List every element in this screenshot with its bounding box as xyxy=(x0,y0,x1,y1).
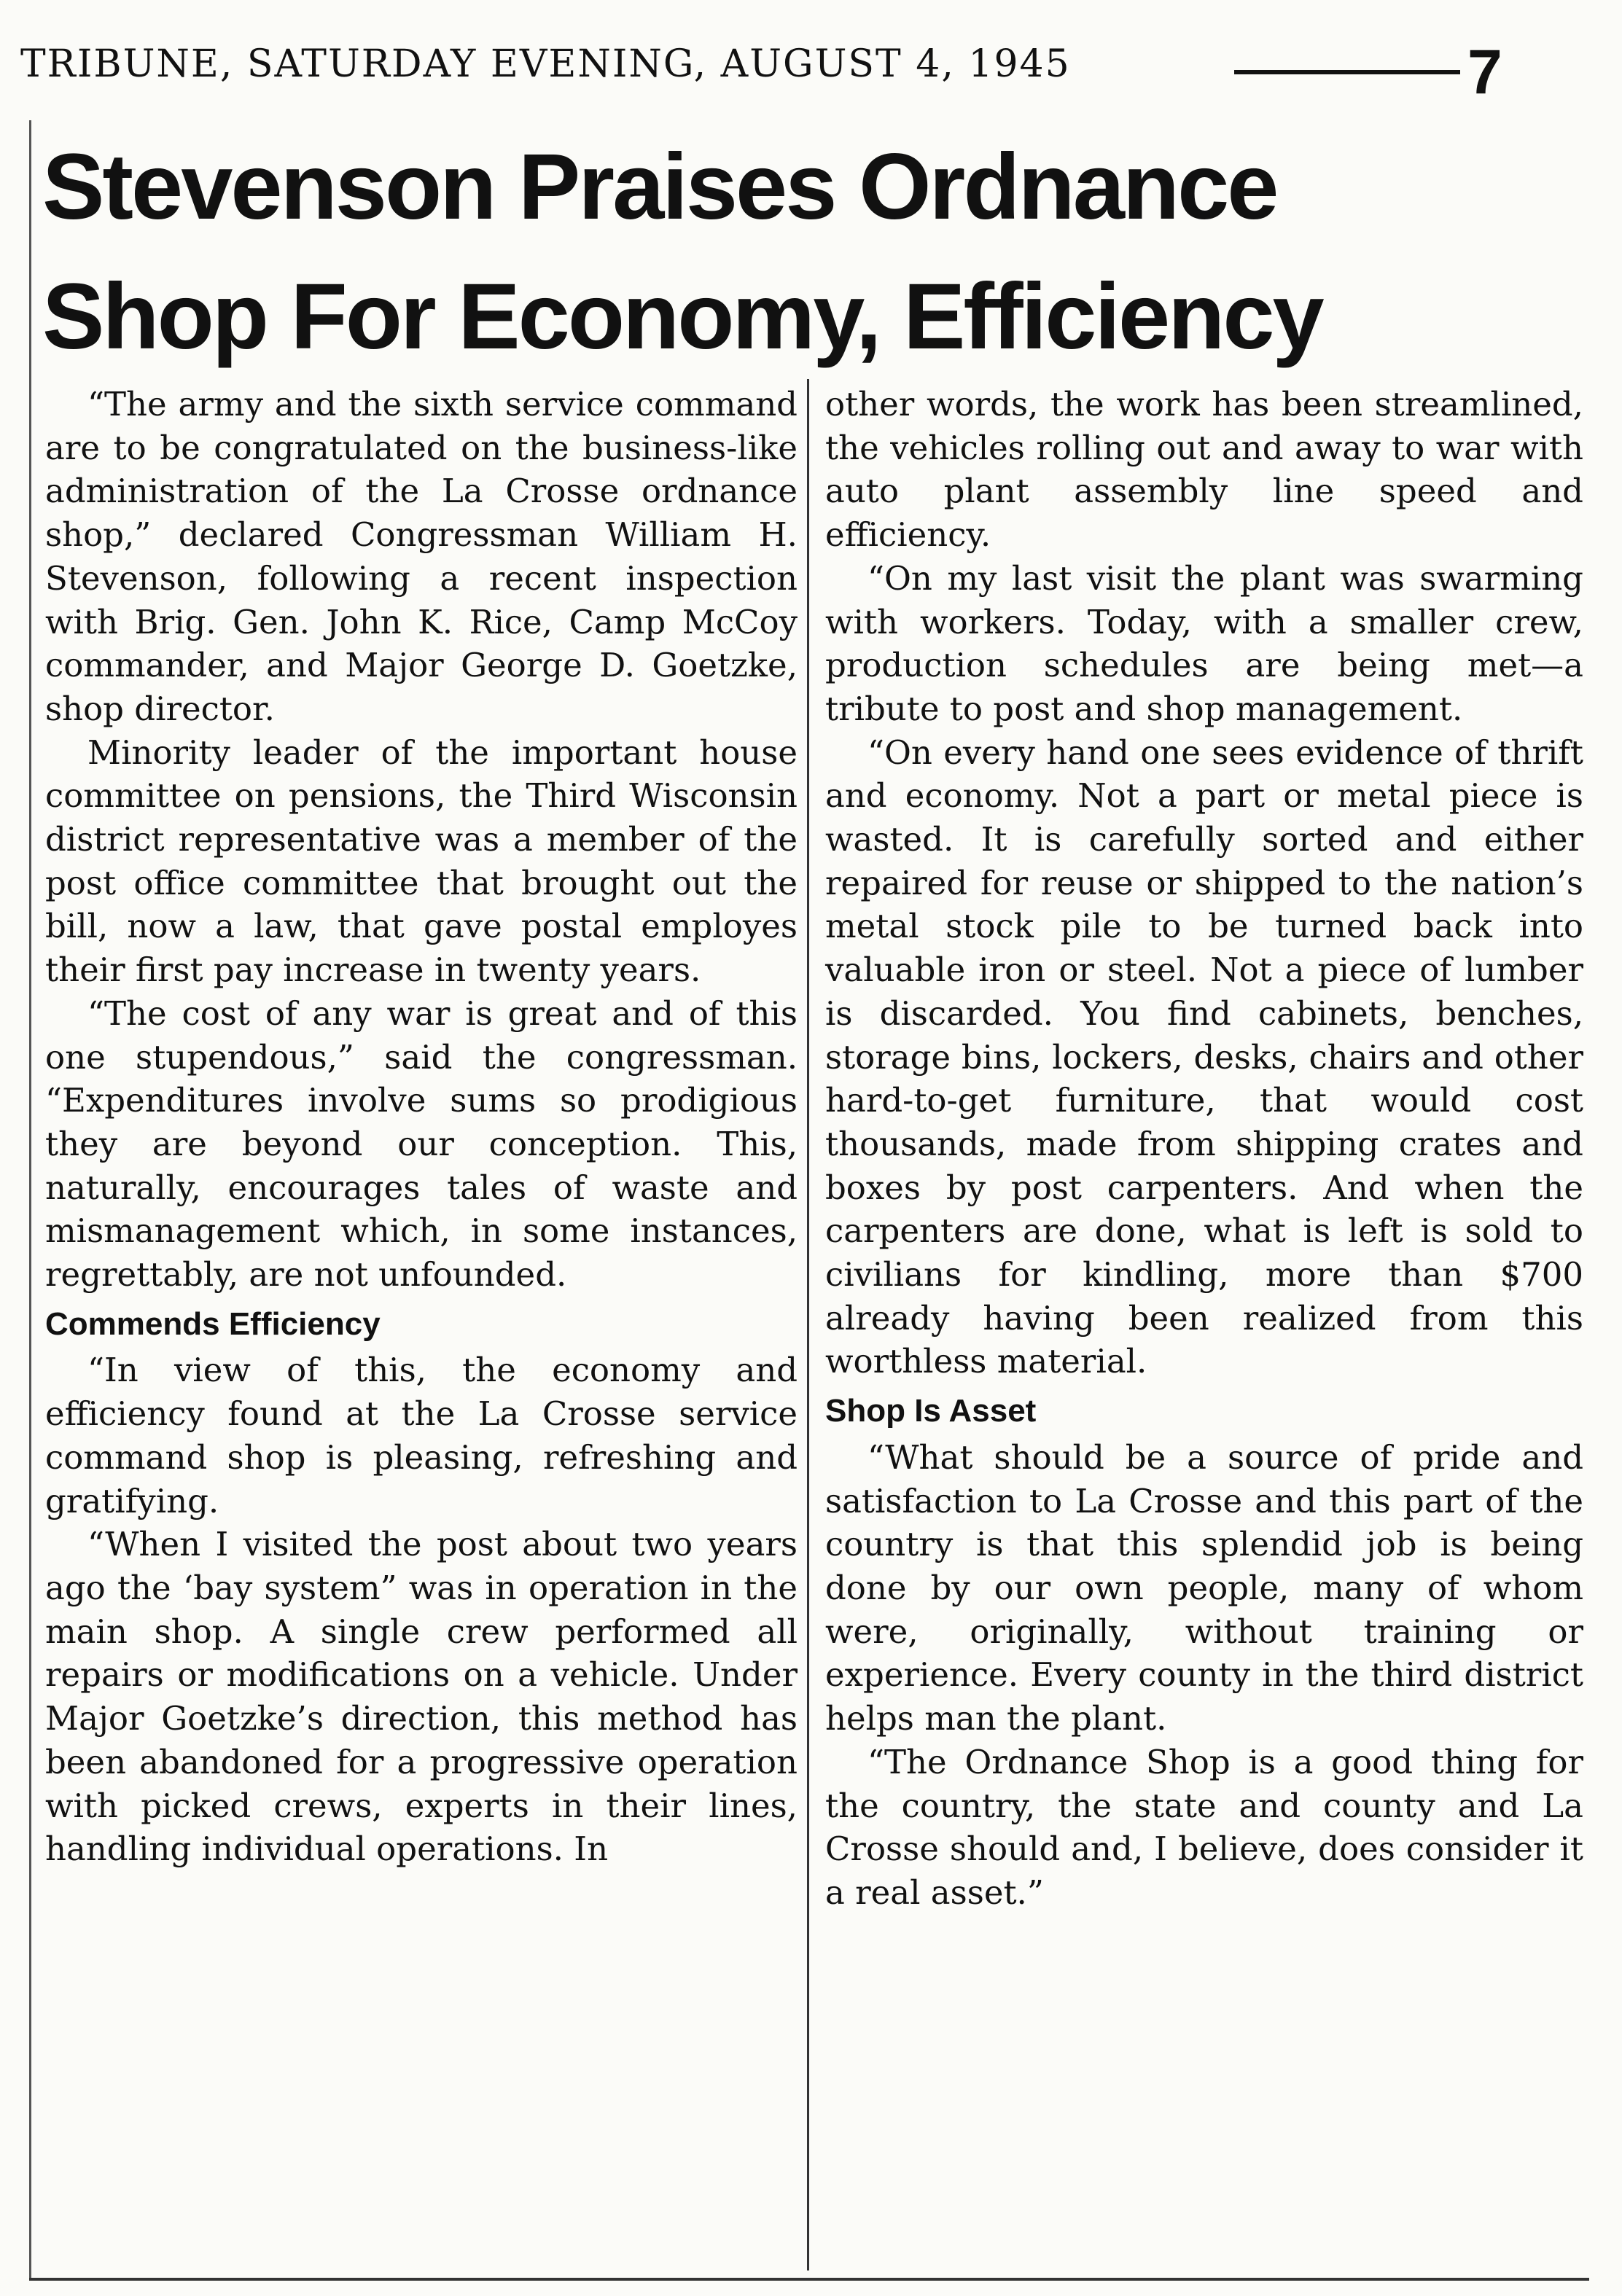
masthead xyxy=(20,36,1522,107)
paragraph: “In view of this, the economy and efficiency found at the La Crosse service command shop is pleasing, refreshing and gratifying. xyxy=(45,1351,798,1520)
column-divider xyxy=(807,379,809,2270)
page-number: 7 xyxy=(1467,37,1502,107)
headline xyxy=(42,122,1500,382)
bottom-rule xyxy=(29,2278,1589,2281)
paragraph: “On my last visit the plant was swarming with workers. Today, with a smaller crew, production schedules are being met—a tribute to post and shop management. xyxy=(825,558,1583,728)
subheading: Shop Is Asset xyxy=(825,1393,1037,1429)
paragraph: “The army and the sixth service command are to be congratulated on the business-like administration of the La Crosse ordnance shop,” declared Congressman William H. Stevenson, following a recent inspection with Brig. Gen. John K. Rice, Camp McCoy commander, and Major George D. Goetzke, shop director. xyxy=(45,385,798,728)
headline-line-2: Shop For Economy, Efficiency xyxy=(42,265,1322,369)
masthead-rule xyxy=(1234,70,1460,74)
article-column-left xyxy=(45,383,798,1871)
subheading: Commends Efficiency xyxy=(45,1305,381,1342)
paragraph: “On every hand one sees evidence of thrift and economy. Not a part or metal piece is wasted. It is carefully sorted and either repaired for reuse or shipped to the nation’s metal stock pile to be turned back into valuable iron or steel. Not a piece of lumber is discarded. You find cabinets, benches, storage bins, lockers, desks, chairs and other hard-to-get furniture, that would cost thousands, made from shipping crates and boxes by post carpenters. And when the carpenters are done, what is left is sold to civilians for kindling, more than $700 already having been realized from this worthless material. xyxy=(825,733,1583,1381)
paragraph: other words, the work has been streamlined, the vehicles rolling out and away to war with auto plant assembly line speed and efficiency. xyxy=(825,385,1583,555)
paragraph: “The cost of any war is great and of this one stupendous,” said the congressman. “Expenditures involve sums so prodigious they are beyond our conception. This, naturally, encourages tales of waste and mismanagement which, in some instances, regrettably, are not unfounded. xyxy=(45,993,798,1295)
paragraph: “The Ordnance Shop is a good thing for the country, the state and county and La Crosse should and, I believe, does consider it a real asset.” xyxy=(825,1742,1583,1912)
paragraph: Minority leader of the important house committee on pensions, the Third Wisconsin district representative was a member of the post office committee that brought out the bill, now a law, that gave postal employes their first pay increase in twenty years. xyxy=(45,733,798,990)
paragraph: “When I visited the post about two years ago the ‘bay system” was in operation in the main shop. A single crew performed all repairs or modifications on a vehicle. Under Major Goetzke’s direction, this method has been abandoned for a progressive operation with picked crews, experts in their lines, handling individual operations. In xyxy=(45,1525,798,1869)
left-border-rule xyxy=(29,120,31,2278)
article-column-right xyxy=(825,383,1583,1915)
masthead-dateline: TRIBUNE, SATURDAY EVENING, AUGUST 4, 1945 xyxy=(20,42,1071,86)
paragraph: “What should be a source of pride and satisfaction to La Crosse and this part of the country is that this splendid job is being done by our own people, many of whom were, originally, without training or experience. Every county in the third district helps man the plant. xyxy=(825,1437,1583,1738)
headline-line-1: Stevenson Praises Ordnance xyxy=(42,135,1277,239)
